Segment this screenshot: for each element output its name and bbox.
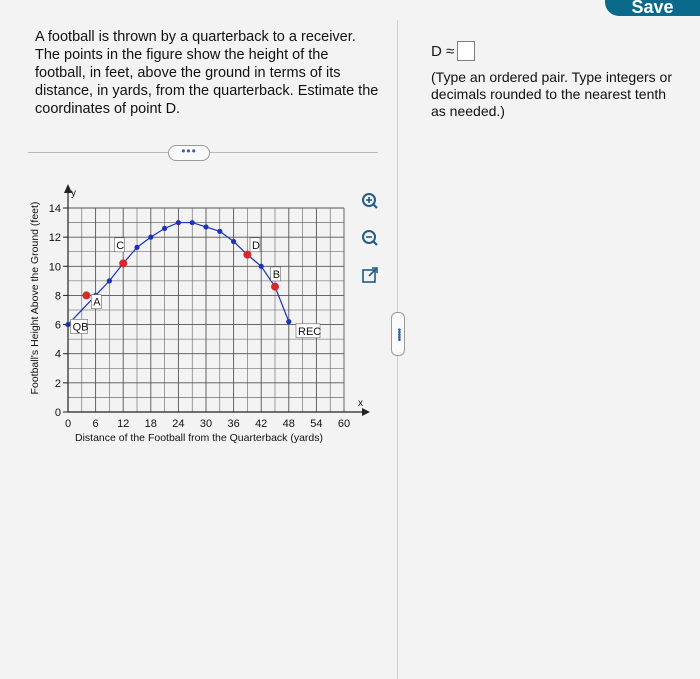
y-tick-label: 14 — [48, 203, 61, 215]
x-tick-label: 12 — [117, 418, 130, 430]
zoom-out-icon — [361, 229, 379, 247]
x-tick-label: 48 — [282, 418, 295, 430]
y-tick-label: 6 — [54, 319, 61, 332]
point-label-a: A — [93, 296, 101, 309]
zoom-out-icon[interactable] — [360, 229, 380, 249]
data-point-blue — [259, 264, 264, 269]
y-tick-label: 0 — [54, 407, 61, 419]
zoom-in-icon[interactable] — [360, 192, 380, 212]
y-axis-symbol: y — [71, 188, 76, 199]
answer-instructions: (Type an ordered pair. Type integers or decimals rounded to the nearest tenth as needed.) — [431, 69, 672, 119]
answer-row — [431, 40, 475, 62]
popout-icon — [361, 266, 379, 284]
x-tick-label: 0 — [64, 418, 72, 430]
y-tick-label: 10 — [48, 261, 61, 274]
data-point-blue — [217, 229, 222, 234]
x-tick-label: 6 — [92, 418, 99, 430]
point-label-c: C — [116, 239, 125, 252]
point-label-b: B — [272, 268, 281, 281]
data-point-blue — [203, 224, 208, 229]
y-tick-label: 4 — [54, 348, 61, 361]
data-point-blue — [190, 220, 195, 225]
data-point-blue — [176, 220, 181, 225]
more-options-button[interactable]: ••• — [168, 145, 210, 161]
x-axis-arrow — [362, 408, 370, 416]
point-label-d: D — [252, 239, 260, 252]
y-tick-label: 2 — [54, 377, 61, 390]
x-axis-symbol: x — [358, 398, 363, 409]
point-label-rec: REC — [298, 325, 322, 338]
x-tick-label: 18 — [144, 418, 157, 430]
data-point-blue — [286, 319, 291, 324]
top-bar — [0, 0, 700, 20]
data-point-blue — [134, 245, 139, 250]
data-point-blue — [148, 235, 153, 240]
x-tick-label: 54 — [310, 418, 323, 430]
popout-icon[interactable] — [360, 266, 380, 286]
x-tick-label: 42 — [255, 418, 268, 430]
data-point-blue — [231, 239, 236, 244]
panel-resize-handle[interactable] — [391, 312, 405, 356]
data-point-red — [119, 259, 127, 267]
data-point-red — [271, 283, 279, 291]
y-tick-label: 8 — [54, 290, 61, 303]
data-point-blue — [162, 226, 167, 231]
x-tick-label: 24 — [172, 418, 185, 430]
question-text: A football is thrown by a quarterback to a receiver. The points in the figure show the height of the football, in feet, above the ground in terms of its distance, in yards, from the quarterback. Estimate the coordinates of point D. — [35, 29, 379, 117]
divider-left — [28, 152, 168, 153]
point-label-qb: QB — [72, 321, 89, 334]
answer-label: D ≈ — [431, 42, 455, 60]
data-point-blue — [107, 278, 112, 283]
zoom-in-icon — [361, 192, 379, 210]
y-axis-title: Football's Height Above the Ground (feet) — [29, 201, 41, 395]
divider-right — [210, 152, 378, 153]
data-point-blue — [65, 322, 70, 327]
data-point-red — [82, 291, 90, 299]
x-axis-title: Distance of the Football from the Quarterback (yards) — [74, 432, 324, 444]
handle-dots: ••••• — [393, 327, 404, 341]
x-tick-label: 60 — [337, 418, 351, 430]
answer-input[interactable] — [457, 41, 475, 61]
y-tick-label: 12 — [48, 232, 61, 245]
x-tick-label: 36 — [227, 418, 240, 430]
trajectory-chart — [25, 180, 370, 450]
x-tick-label: 30 — [199, 418, 213, 430]
save-button[interactable]: Save — [605, 0, 700, 16]
